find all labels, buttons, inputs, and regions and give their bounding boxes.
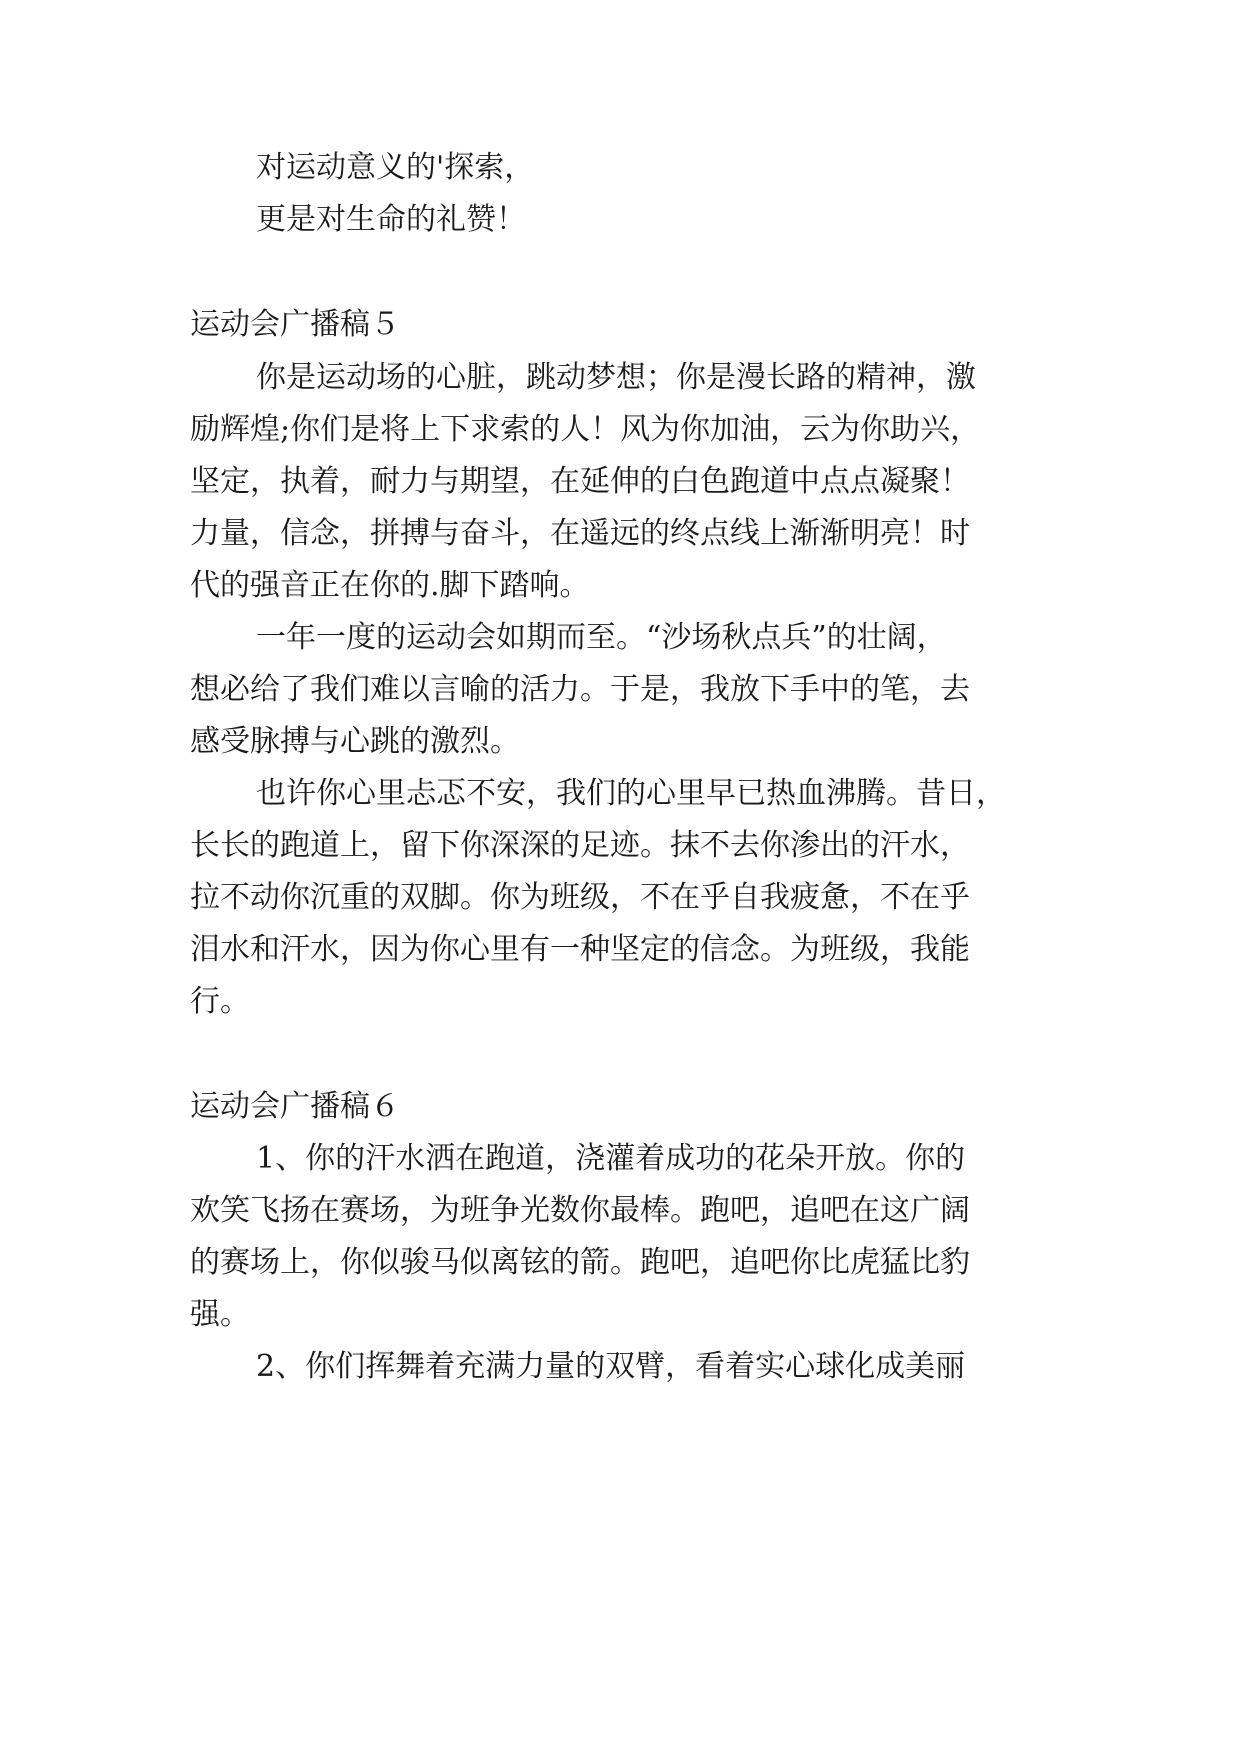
- paragraph-line: 的赛场上，你似骏马似离铉的箭。跑吧，追吧你比虎猛比豹: [190, 1245, 970, 1280]
- paragraph-line: 行。: [190, 984, 250, 1019]
- paragraph-line: 拉不动你沉重的双脚。你为班级，不在乎自我疲惫，不在乎: [190, 880, 970, 915]
- paragraph-line: 1、你的汗水洒在跑道，浇灌着成功的花朵开放。你的: [256, 1141, 966, 1176]
- paragraph-line: 力量，信念，拼搏与奋斗，在遥远的终点线上渐渐明亮！时: [190, 516, 970, 551]
- poem-line: 更是对生命的礼赞！: [256, 202, 526, 237]
- paragraph-line: 泪水和汗水，因为你心里有一种坚定的信念。为班级，我能: [190, 932, 970, 967]
- paragraph-line: 一年一度的运动会如期而至。“沙场秋点兵”的壮阔，: [256, 620, 947, 655]
- paragraph-line: 坚定，执着，耐力与期望，在延伸的白色跑道中点点凝聚！: [190, 464, 970, 499]
- section-title: 运动会广播稿５: [190, 307, 400, 342]
- paragraph-line: 2、你们挥舞着充满力量的双臂，看着实心球化成美丽: [256, 1349, 966, 1384]
- poem-line: 对运动意义的'探索，: [256, 150, 535, 185]
- paragraph-line: 励辉煌;你们是将上下求索的人！风为你加油，云为你助兴，: [190, 412, 981, 447]
- paragraph-line: 长长的跑道上，留下你深深的足迹。抹不去你渗出的汗水，: [190, 828, 970, 863]
- paragraph-line: 欢笑飞扬在赛场，为班争光数你最棒。跑吧，追吧在这广阔: [190, 1193, 970, 1228]
- paragraph-line: 代的强音正在你的.脚下踏响。: [190, 568, 590, 603]
- paragraph-line: 想必给了我们难以言喻的活力。于是，我放下手中的笔，去: [190, 672, 970, 707]
- paragraph-line: 你是运动场的心脏，跳动梦想；你是漫长路的精神，激: [256, 360, 976, 395]
- section-title: 运动会广播稿６: [190, 1089, 400, 1124]
- paragraph-line: 也许你心里忐忑不安，我们的心里早已热血沸腾。昔日，: [256, 776, 1006, 811]
- paragraph-line: 强。: [190, 1297, 250, 1332]
- paragraph-line: 感受脉搏与心跳的激烈。: [190, 724, 520, 759]
